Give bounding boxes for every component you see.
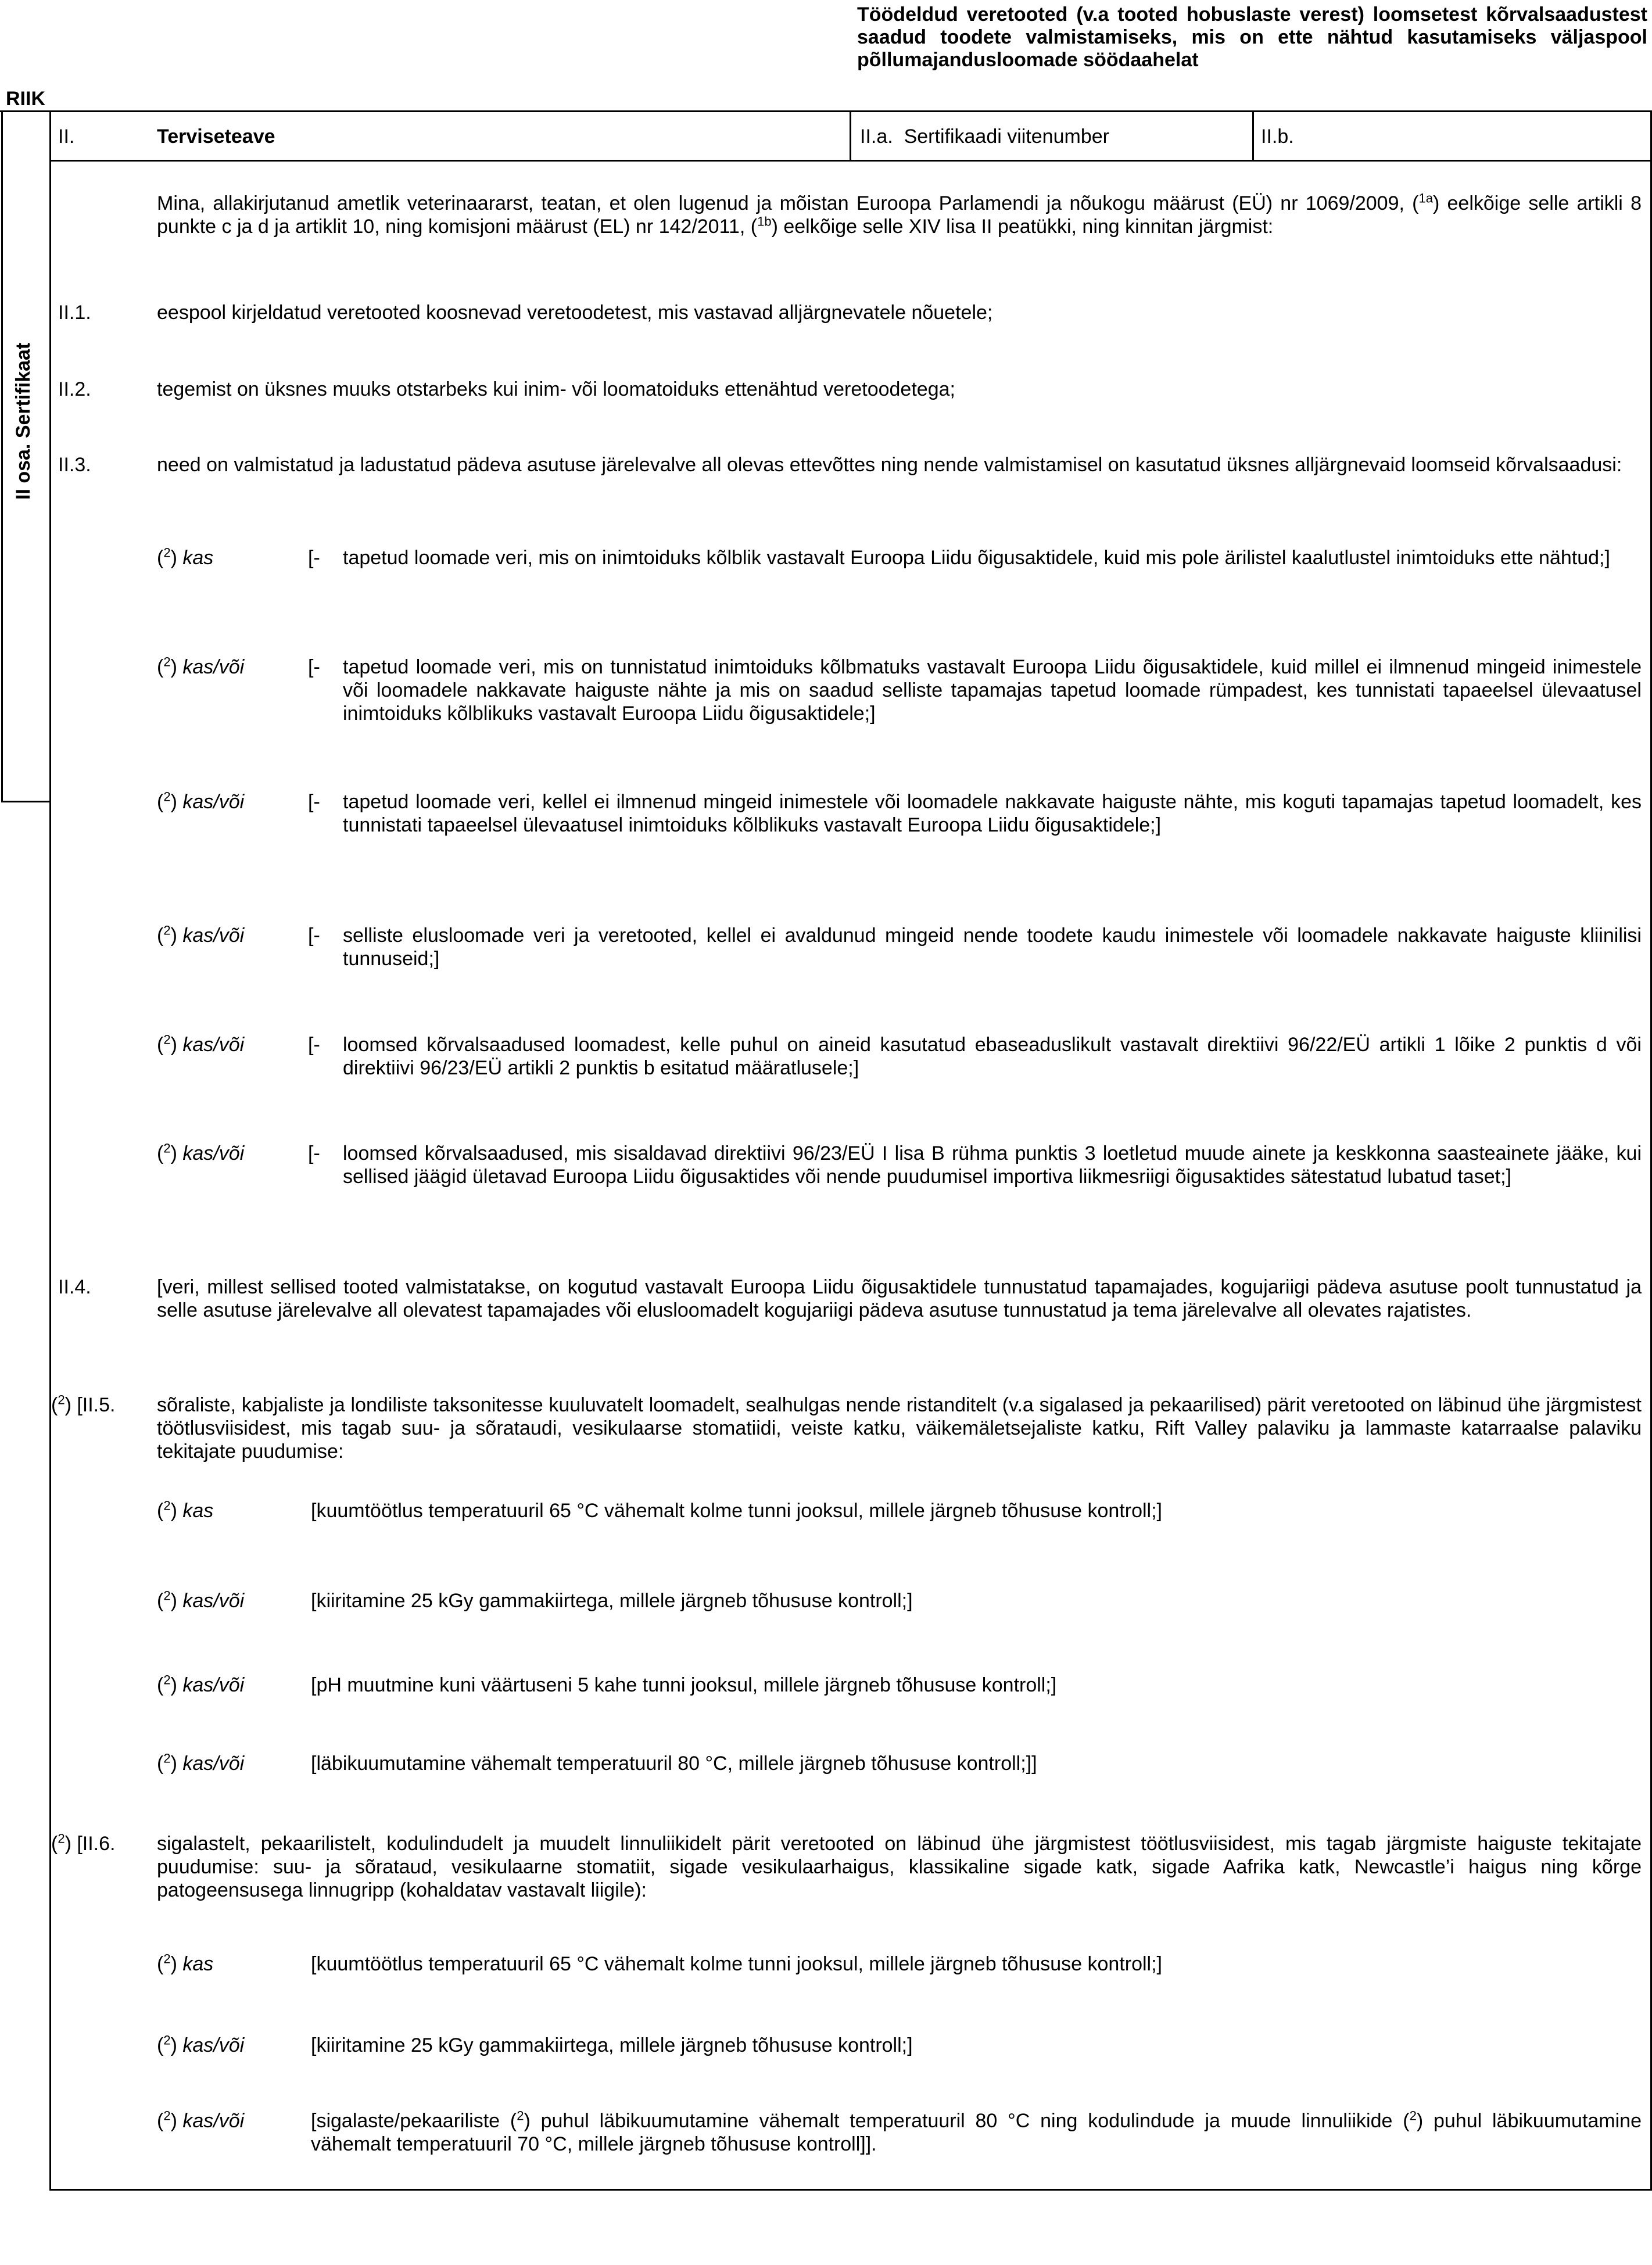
option-bracket: [-: [308, 924, 320, 947]
header-divider-1: [850, 110, 851, 161]
frame-side-bottom-line: [1, 801, 51, 802]
item-number: II.1.: [58, 302, 91, 324]
frame-left-line-inner: [49, 110, 51, 2191]
option-marker: ($^2$) kas/või: [157, 2108, 245, 2132]
option-marker: ($^2$) kas: [157, 1498, 214, 1522]
option-marker: ($^2$) kas/või: [157, 654, 245, 678]
side-label-text: II osa. Sertifikaat: [12, 342, 34, 500]
section-iib-label: II.b.: [1261, 126, 1294, 148]
option-marker: ($^2$) kas: [157, 1951, 214, 1975]
option-text: [sigalaste/pekaariliste ($^2$) puhul läbikuumutamine vähemalt temperatuuril 80 °C ning kodulindude ja muude linnuliikide ($^2$) puhul läbikuumutamine vähemalt temperatuuril 70 °C, millele järgneb tõhususe kontroll]].: [311, 2108, 1642, 2155]
option-text: [läbikuumutamine vähemalt temperatuuril 80 °C, millele järgneb tõhususe kontroll;]]: [311, 1752, 1037, 1775]
option-text: loomsed kõrvalsaadused loomadest, kelle puhul on aineid kasutatud ebaseaduslikult vastavalt direktiivi 96/22/EÜ artikli 1 lõike 2 punktis d või direktiivi 96/23/EÜ artikli 2 punktis b esitatud määratlusele;]: [343, 1034, 1642, 1079]
option-marker: ($^2$) kas/või: [157, 1032, 245, 1056]
option-text: [kiiritamine 25 kGy gammakiirtega, millele järgneb tõhususe kontroll;]: [311, 1590, 913, 1612]
item-text: sõraliste, kabjaliste ja londiliste taksonitesse kuuluvatelt loomadelt, sealhulgas nende ristanditelt (v.a sigalased ja pekaarilised) pärit veretooted on läbinud ühe järgmistest töötlusviisidest, mis tagab suu- ja sõrataudi, vesikulaarse stomatiidi, veiste katku, väikemäletsejaliste katku, Rift Valley palaviku ja lammaste katarraalse palaviku tekitajate puudumise:: [157, 1394, 1642, 1463]
item-text: [veri, millest sellised tooted valmistatakse, on kogutud vastavalt Euroopa Liidu õigusaktidele tunnustatud tapamajades, kogujariigi pädeva asutuse poolt tunnustatud ja selle asutuse järelevalve all olevatest tapamajades või elusloomadelt kogujariigi pädeva asutuse tunnustatud ja tema järelevalve all olevates rajatistes.: [157, 1276, 1642, 1321]
document-title: Töödeldud veretooted (v.a tooted hobuslaste verest) loomsetest kõrvalsaadustest saadud toodete valmistamiseks, mis on ette nähtud kasutamiseks väljaspool põllumajandusloomade söödaahelat: [857, 3, 1647, 71]
item-text: tegemist on üksnes muuks otstarbeks kui inim- või loomatoiduks ettenähtud veretoodetega;: [157, 378, 955, 400]
option-bracket: [-: [308, 791, 320, 813]
option-bracket: [-: [308, 1142, 320, 1164]
option-text: selliste elusloomade veri ja veretooted, kellel ei avaldunud mingeid nende toodete kaudu inimestele või loomadele nakkavate haiguste kliinilisi tunnuseid;]: [343, 924, 1642, 970]
option-text: tapetud loomade veri, mis on inimtoiduks kõlblik vastavalt Euroopa Liidu õigusaktidele, kuid mis pole ärilistel kaalutlustel inimtoiduks ette nähtud;]: [343, 547, 1610, 569]
item-text: need on valmistatud ja ladustatud pädeva asutuse järelevalve all olevas ettevõttes ning nende valmistamisel on kasutatud üksnes alljärgnevaid loomseid kõrvalsaadusi:: [157, 454, 1622, 476]
item-number: ($^2$) [II.5.: [51, 1392, 116, 1416]
option-text: tapetud loomade veri, mis on tunnistatud inimtoiduks kõlbmatuks vastavalt Euroopa Liidu õigusaktidele, kuid millel ei ilmnenud mingeid inimestele või loomadele nakkavate haiguste nähte ja mis on saadud selliste tapamajas tapetud loomade rümpadest, kes tunnistati tapaeelsel ülevaatusel inimtoiduks kõlblikuks vastavalt Euroopa Liidu õigusaktidele;]: [343, 656, 1642, 725]
item-number: II.2.: [58, 378, 91, 400]
option-bracket: [-: [308, 547, 320, 569]
section-title: Terviseteave: [157, 126, 275, 148]
option-text: [kiiritamine 25 kGy gammakiirtega, millele järgneb tõhususe kontroll;]: [311, 2034, 913, 2056]
option-text: [pH muutmine kuni väärtuseni 5 kahe tunni jooksul, millele järgneb tõhususe kontroll;]: [311, 1674, 1057, 1696]
item-text: sigalastelt, pekaarilistelt, kodulindudelt ja muudelt linnuliikidelt pärit veretooted on läbinud ühe järgmistest töötlusviisidest, mis tagab järgmiste haiguste tekitajate puudumise: suu- ja sõrataud, vesikulaarne stomatiit, sigade vesikulaarhaigus, klassikaline sigade katk, sigade Aafrika katk, Newcastle’i haigus ning kõrge patogeensusega linnugripp (kohaldatav vastavalt liigile):: [157, 1833, 1642, 1901]
option-marker: ($^2$) kas/või: [157, 1141, 245, 1164]
option-marker: ($^2$) kas/või: [157, 1588, 245, 1612]
option-bracket: [-: [308, 656, 320, 678]
header-divider-2: [1252, 110, 1254, 161]
option-text: [kuumtöötlus temperatuuril 65 °C vähemalt kolme tunni jooksul, millele järgneb tõhususe kontroll;]: [311, 1500, 1162, 1522]
intro-paragraph: Mina, allakirjutanud ametlik veterinaararst, teatan, et olen lugenud ja mõistan Euroopa Parlamendi ja nõukogu määrust (EÜ) nr 1069/2009, ($^{1a}$) eelkõige selle artikli 8 punkte c ja d ja artiklit 10, ning komisjoni määrust (EL) nr 142/2011, ($^{1b}$) eelkõige selle XIV lisa II peatükki, ning kinnitan järgmist:: [157, 191, 1642, 238]
option-text: [kuumtöötlus temperatuuril 65 °C vähemalt kolme tunni jooksul, millele järgneb tõhususe kontroll;]: [311, 1953, 1162, 1975]
option-marker: ($^2$) kas/või: [157, 789, 245, 813]
section-number: II.: [58, 126, 75, 148]
item-text: eespool kirjeldatud veretooted koosnevad veretoodetest, mis vastavad alljärgnevatele nõuetele;: [157, 302, 993, 324]
option-text: loomsed kõrvalsaadused, mis sisaldavad direktiivi 96/23/EÜ I lisa B rühma punktis 3 loetletud muude ainete ja keskkonna saasteainete jääke, kui sellised jäägid ületavad Euroopa Liidu õigusaktides või nende puudumisel importiva liikmesriigi õigusaktides sätestatud lubatud taset;]: [343, 1142, 1642, 1188]
option-marker: ($^2$) kas/või: [157, 923, 245, 947]
certificate-reference-label: II.a. Sertifikaadi viitenumber: [860, 126, 1109, 148]
country-label: RIIK: [6, 88, 45, 110]
option-marker: ($^2$) kas: [157, 545, 214, 569]
option-bracket: [-: [308, 1034, 320, 1056]
frame-left-line-outer: [1, 110, 3, 802]
option-marker: ($^2$) kas/või: [157, 1672, 245, 1696]
item-number: II.4.: [58, 1276, 91, 1298]
option-marker: ($^2$) kas/või: [157, 1751, 245, 1775]
side-label: [12, 343, 35, 500]
item-number: II.3.: [58, 454, 91, 476]
option-text: tapetud loomade veri, kellel ei ilmnenud mingeid inimestele või loomadele nakkavate haiguste nähte, mis koguti tapamajas tapetud loomadelt, kes tunnistati tapaeelsel ülevaatusel inimtoiduks kõlblikuks vastavalt Euroopa Liidu õigusaktidele;]: [343, 791, 1642, 836]
option-marker: ($^2$) kas/või: [157, 2033, 245, 2056]
frame-top-line: [0, 110, 1652, 112]
frame-bottom-line: [49, 2189, 1652, 2191]
item-number: ($^2$) [II.6.: [51, 1831, 116, 1855]
